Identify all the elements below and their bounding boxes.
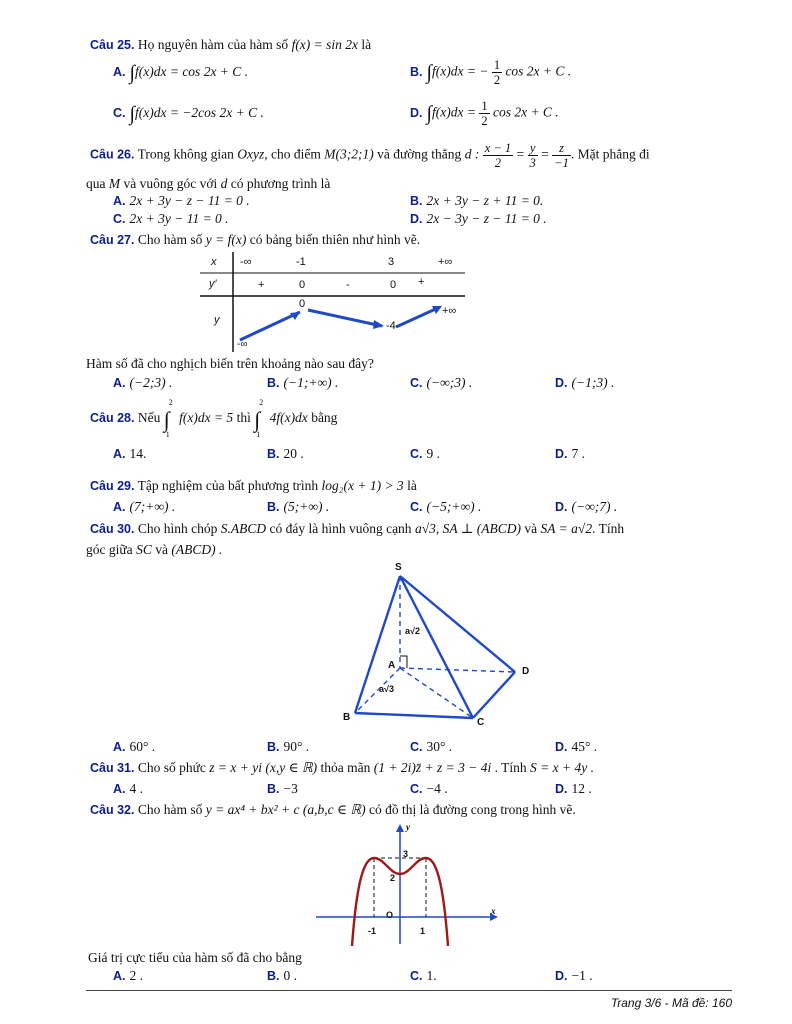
pyramid-figure: S A B C D a√2 a√3 — [335, 560, 545, 735]
q29-stem: Câu 29. Tập nghiệm của bất phương trình log₂(x + 1) > 3 là — [90, 478, 417, 493]
q28-option-b[interactable]: B. 20 . — [267, 446, 304, 461]
q27-question: Hàm số đã cho nghịch biến trên khoảng nào sau đây? — [86, 356, 374, 371]
q31-option-d[interactable]: D. 12 . — [555, 781, 592, 796]
q26-option-d[interactable]: D. 2x − 3y − z − 11 = 0 . — [410, 211, 547, 226]
q27-option-a[interactable]: A. (−2;3) . — [113, 375, 173, 390]
q31-stem: Câu 31. Cho số phức z = x + yi (x,y ∈ ℝ) thỏa mãn (1 + 2i)z̄ + z = 3 − 4i . Tính S = x + 4y . — [90, 760, 594, 775]
function-graph-svg — [316, 822, 501, 947]
q27-option-b[interactable]: B. (−1;+∞) . — [267, 375, 339, 390]
q28-label: Câu 28. — [90, 411, 135, 426]
q30-stem: Câu 30. Cho hình chóp S.ABCD có đáy là hình vuông cạnh a√3, SA ⊥ (ABCD) và SA = a√2. Tính — [90, 521, 625, 536]
q31-option-a[interactable]: A. 4 . — [113, 781, 143, 796]
q29-option-a[interactable]: A. (7;+∞) . — [113, 499, 176, 514]
footer-divider — [86, 990, 732, 991]
q30-option-b[interactable]: B. 90° . — [267, 739, 310, 754]
q32-label: Câu 32. — [90, 803, 135, 817]
q28-option-a[interactable]: A. 14. — [113, 446, 147, 461]
q30-option-c[interactable]: C. 30° . — [410, 739, 453, 754]
q32-question: Giá trị cực tiểu của hàm số đã cho bằng — [88, 950, 302, 965]
page-footer: Trang 3/6 - Mã đề: 160 — [610, 996, 732, 1010]
q25-label: Câu 25. — [90, 38, 135, 52]
q26-option-a[interactable]: A. 2x + 3y − z − 11 = 0 . — [113, 193, 250, 208]
variation-table: x -∞ -1 3 +∞ y′ + 0 - 0 + y 0 -4 +∞ -∞ — [200, 252, 465, 352]
q26-label: Câu 26. — [90, 147, 135, 162]
q28-stem: Câu 28. Nếu ∫ 2 1 f(x)dx = 5 thì ∫ 2 1 4f(x)dx bằng — [90, 398, 338, 439]
q26-stem-line2: qua M và vuông góc với d có phương trình là — [86, 176, 331, 191]
q30-stem-line2: góc giữa SC và (ABCD) . — [86, 542, 223, 557]
q32-stem: Câu 32. Cho hàm số y = ax⁴ + bx² + c (a,b,c ∈ ℝ) có đồ thị là đường cong trong hình vẽ. — [90, 802, 576, 817]
q32-option-d[interactable]: D. −1 . — [555, 968, 593, 983]
q32-option-c[interactable]: C. 1. — [410, 968, 437, 983]
function-graph: y x O -1 1 3 2 — [316, 822, 501, 947]
arrow-up-1 — [240, 312, 300, 340]
q26-option-b[interactable]: B. 2x + 3y − z + 11 = 0. — [410, 193, 544, 208]
q30-option-a[interactable]: A. 60° . — [113, 739, 156, 754]
arrow-up-2 — [396, 307, 440, 327]
q29-option-d[interactable]: D. (−∞;7) . — [555, 499, 618, 514]
q27-option-c[interactable]: C. (−∞;3) . — [410, 375, 473, 390]
q25-option-d[interactable]: D. ∫f(x)dx = $\frac{1}{2}$ cos 2x + C . — [410, 99, 559, 128]
q26-option-c[interactable]: C. 2x + 3y − 11 = 0 . — [113, 211, 229, 226]
q27-label: Câu 27. — [90, 233, 135, 247]
q25-stem: Câu 25. Họ nguyên hàm của hàm số f(x) = sin 2x là — [90, 37, 372, 52]
q30-option-d[interactable]: D. 45° . — [555, 739, 598, 754]
q27-option-d[interactable]: D. (−1;3) . — [555, 375, 615, 390]
q29-option-c[interactable]: C. (−5;+∞) . — [410, 499, 482, 514]
q31-option-c[interactable]: C. −4 . — [410, 781, 448, 796]
q31-option-b[interactable]: B. −3 — [267, 781, 298, 796]
q29-option-b[interactable]: B. (5;+∞) . — [267, 499, 330, 514]
q30-label: Câu 30. — [90, 522, 135, 536]
q25-option-b[interactable]: B. ∫f(x)dx = − $\frac{1}{2}$ cos 2x + C . — [410, 58, 572, 87]
q27-stem: Câu 27. Cho hàm số y = f(x) có bảng biến thiên như hình vẽ. — [90, 232, 421, 247]
q25-option-c[interactable]: C. ∫f(x)dx = −2cos 2x + C . — [113, 103, 264, 125]
q28-option-c[interactable]: C. 9 . — [410, 446, 440, 461]
pyramid-lines — [335, 560, 545, 735]
q29-label: Câu 29. — [90, 479, 135, 493]
q25-option-a[interactable]: A. ∫f(x)dx = cos 2x + C . — [113, 62, 249, 84]
q32-option-a[interactable]: A. 2 . — [113, 968, 143, 983]
q28-option-d[interactable]: D. 7 . — [555, 446, 585, 461]
q31-label: Câu 31. — [90, 761, 135, 775]
q32-option-b[interactable]: B. 0 . — [267, 968, 297, 983]
arrow-down — [308, 310, 382, 326]
q26-stem: Câu 26. Trong không gian Oxyz, cho điểm M(3;2;1) và đường thẳng d : $\frac{x - 1}{2}$ = $\frac{y}{3}$ = $\frac{z}{-1}$ . Mặt phẳng đi — [90, 141, 650, 170]
